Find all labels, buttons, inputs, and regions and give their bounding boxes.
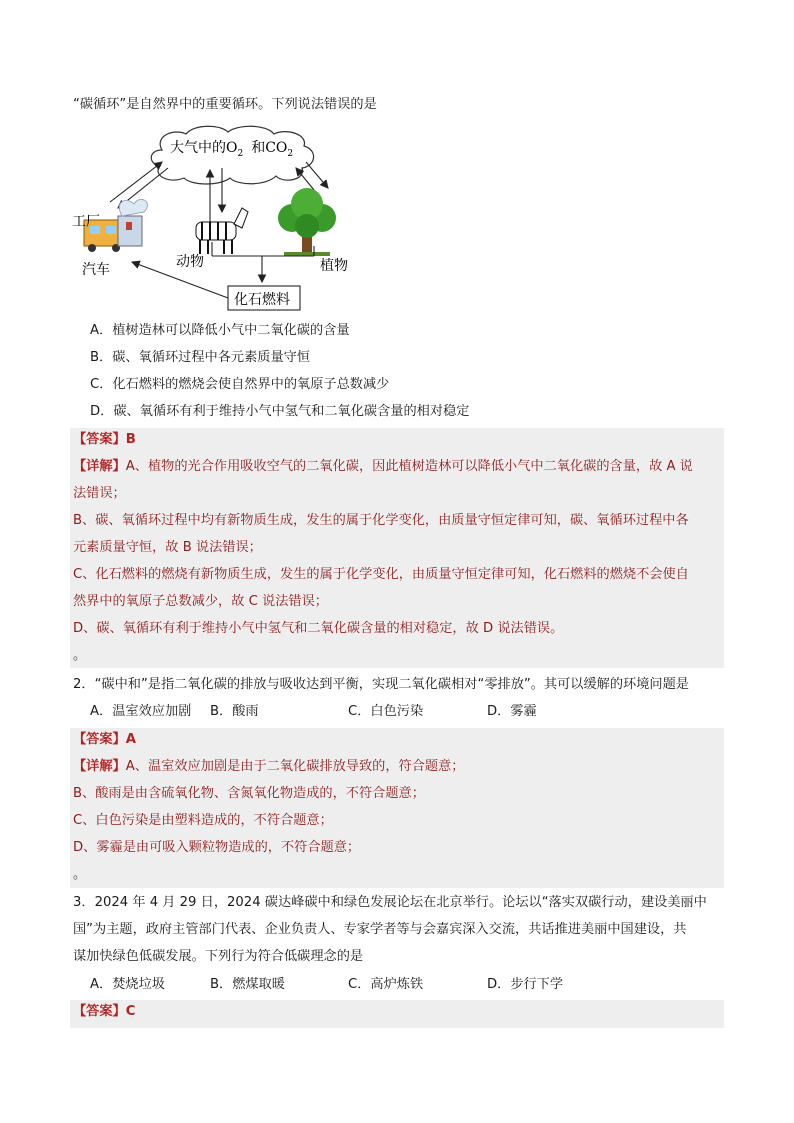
q2-detail-line: D、雾霾是由可吸入颗粒物造成的，不符合题意；: [73, 840, 361, 855]
q1-detail-line: B、碳、氧循环过程中均有新物质生成，发生的属于化学变化，由质量守恒定律可知，碳、氧循环过程中各: [73, 513, 689, 528]
q2-answer-band: [70, 728, 724, 888]
q3-option-a: A．焚烧垃圾: [90, 977, 165, 992]
answer-value: B: [125, 432, 136, 447]
q1-answer: [73, 431, 136, 449]
q1-option-c: C．化石燃料的燃烧会使自然界中的氧原子总数减少: [90, 377, 390, 392]
q1-detail-line: C、化石燃料的燃烧有新物质生成，发生的属于化学变化，由质量守恒定律可知，化石燃料的燃烧不会使自: [73, 567, 689, 582]
q3-answer: [73, 1003, 135, 1021]
answer-value: A: [125, 732, 136, 747]
factory-label: 工厂: [72, 214, 100, 230]
detail-label: 【详解】: [73, 459, 126, 474]
q3-answer-band: [70, 1000, 724, 1028]
q1-option-d: D．碳、氧循环有利于维持小气中氢气和二氧化碳含量的相对稳定: [90, 404, 470, 419]
tree-icon: [278, 188, 336, 256]
q1-detail-line: 【详解】A、植物的光合作用吸收空气的二氧化碳，因此植树造林可以降低小气中二氧化碳的含量，故 A 说: [73, 459, 693, 474]
q1-stem: “碳循环”是自然界中的重要循环。下列说法错误的是: [73, 97, 377, 112]
q2-option-a: A．温室效应加剧: [90, 704, 192, 719]
q3-option-d: D．步行下学: [487, 977, 564, 992]
q2-detail-line: 【详解】A、温室效应加剧是由于二氧化碳排放导致的，符合题意；: [73, 759, 465, 774]
q3-option-c: C．高炉炼铁: [348, 977, 424, 992]
atmosphere-label: 大气中的$O_2$ 和$CO_2$: [170, 140, 294, 159]
q1-detail-line: 然界中的氧原子总数减少，故 C 说法错误；: [73, 594, 328, 609]
q2-answer: [73, 731, 136, 749]
answer-value: C: [125, 1004, 136, 1019]
q2-detail-line: 。: [73, 867, 87, 882]
carbon-cycle-diagram: [70, 122, 370, 314]
q2-option-b: B．酸雨: [210, 704, 259, 719]
q2-option-c: C．白色污染: [348, 704, 424, 719]
q3-stem-line: 国”为主题，政府主管部门代表、企业负责人、专家学者等与会嘉宾深入交流，共话推进美丽中国建设，共: [73, 922, 687, 937]
q1-option-a: A．植树造林可以降低小气中二氧化碳的含量: [90, 323, 350, 338]
answer-label: 【答案】: [73, 432, 126, 447]
q2-option-d: D．雾霾: [487, 704, 537, 719]
q3-stem-line: 3．2024 年 4 月 29 日，2024 碳达峰碳中和绿色发展论坛在北京举行。论坛以“落实双碳行动，建设美丽中: [73, 895, 707, 910]
plant-label: 植物: [320, 258, 348, 274]
q1-detail-line: 法错误；: [73, 486, 126, 501]
fossil-fuel-label: 化石燃料: [234, 292, 290, 308]
detail-label: 【详解】: [73, 759, 126, 774]
q1-option-b: B．碳、氧循环过程中各元素质量守恒: [90, 350, 311, 365]
q3-stem-line: 谋加快绿色低碳发展。下列行为符合低碳理念的是: [73, 949, 364, 964]
q2-detail-line: C、白色污染是由塑料造成的，不符合题意；: [73, 813, 333, 828]
answer-label: 【答案】: [73, 732, 126, 747]
q1-detail-line: 。: [73, 648, 87, 663]
q1-detail-line: D、碳、氧循环有利于维持小气中氢气和二氧化碳含量的相对稳定，故 D 说法错误。: [73, 621, 564, 636]
answer-label: 【答案】: [73, 1004, 126, 1019]
animal-label: 动物: [176, 254, 204, 270]
q2-detail-line: B、酸雨是由含硫氧化物、含氮氧化物造成的，不符合题意；: [73, 786, 425, 801]
q1-detail-line: 元素质量守恒，故 B 说法错误；: [73, 540, 262, 555]
zebra-icon: [196, 208, 248, 254]
car-label: 汽车: [82, 262, 110, 278]
q3-option-b: B．燃煤取暖: [210, 977, 285, 992]
q2-stem: 2．“碳中和”是指二氧化碳的排放与吸收达到平衡，实现二氧化碳相对“零排放”。其可以缓解的环境问题是: [73, 677, 689, 692]
